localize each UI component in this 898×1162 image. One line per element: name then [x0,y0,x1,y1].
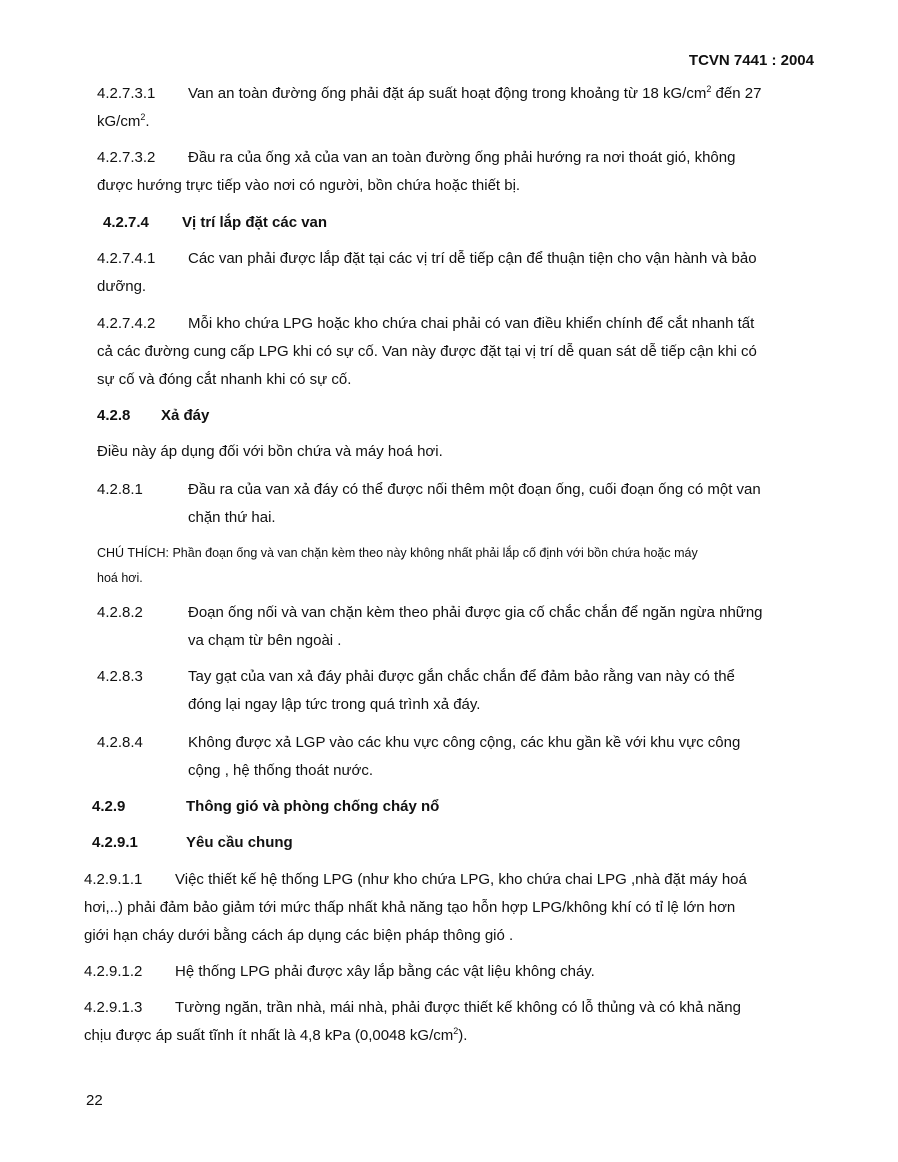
section-heading-number: 4.2.9 [92,798,126,815]
clause-text-line: Đoạn ống nối và van chặn kèm theo phải được gia cố chắc chắn để ngăn ngừa những [188,604,763,621]
clause-text-line: giới hạn cháy dưới bằng cách áp dụng các biện pháp thông gió . [84,927,514,944]
paragraph-text: Điều này áp dụng đối với bồn chứa và máy hoá hơi. [97,443,443,460]
clause-text-line: dưỡng. [97,278,147,295]
clause-text-line: Hệ thống LPG phải được xây lắp bằng các vật liệu không cháy. [175,963,595,980]
clause-text-line: Tay gạt của van xả đáy phải được gắn chắc chắn để đảm bảo rằng van này có thể [188,668,735,685]
clause-number: 4.2.7.3.1 [97,85,156,102]
section-heading-title: Thông gió và phòng chống cháy nổ [186,798,440,815]
note-text-line: CHÚ THÍCH: Phần đoạn ống và van chặn kèm theo này không nhất phải lắp cố định với bồn chứa hoặc máy [97,546,698,560]
clause-number: 4.2.8.2 [97,604,143,621]
standard-code-header: TCVN 7441 : 2004 [688,52,814,69]
note-text-line: hoá hơi. [97,571,143,585]
clause-number: 4.2.8.4 [97,734,143,751]
clause-number: 4.2.7.4.2 [97,315,156,332]
clause-text-line: Tường ngăn, trần nhà, mái nhà, phải được thiết kế không có lỗ thủng và có khả năng [175,999,741,1016]
clause-text-line: va chạm từ bên ngoài . [188,632,342,649]
clause-text-line: $kG/cm^2$. [97,112,150,130]
clause-text-line: Việc thiết kế hệ thống LPG (như kho chứa LPG, kho chứa chai LPG ,nhà đặt máy hoá [175,871,747,888]
clause-number: 4.2.9.1.2 [84,963,143,980]
clause-text-line: cộng , hệ thống thoát nước. [188,762,374,779]
section-heading-number: 4.2.9.1 [92,834,138,851]
clause-number: 4.2.8.1 [97,481,143,498]
clause-text-line: Mỗi kho chứa LPG hoặc kho chứa chai phải có van điều khiển chính để cắt nhanh tất [188,315,755,332]
clause-number: 4.2.8.3 [97,668,143,685]
clause-text-line: Các van phải được lắp đặt tại các vị trí dễ tiếp cận để thuận tiện cho vận hành và bảo [188,250,757,267]
clause-text-line: Không được xả LGP vào các khu vực công cộng, các khu gần kề với khu vực công [188,734,741,751]
clause-number: 4.2.9.1.1 [84,871,143,888]
page-number: 22 [86,1092,103,1109]
section-heading-number: 4.2.8 [97,407,131,424]
section-heading-title: Vị trí lắp đặt các van [182,214,328,231]
clause-text-line: hơi,..) phải đảm bảo giảm tới mức thấp nhất khả năng tạo hỗn hợp LPG/không khí có tỉ lệ lớn hơn [84,899,736,916]
section-heading-title: Yêu cầu chung [186,834,293,851]
clause-text-line: chịu được áp suất tĩnh ít nhất là 4,8 kPa (0,0048 $kG/cm^2$). [84,1026,468,1044]
clause-text-line: Đầu ra của ống xả của van an toàn đường ống phải hướng ra nơi thoát gió, không [188,149,736,166]
clause-number: 4.2.9.1.3 [84,999,143,1016]
section-heading-number: 4.2.7.4 [103,214,149,231]
clause-number: 4.2.7.3.2 [97,149,156,166]
clause-text-line: đóng lại ngay lập tức trong quá trình xả đáy. [188,696,481,713]
clause-text-line: Van an toàn đường ống phải đặt áp suất hoạt động trong khoảng từ 18 $kG/cm^2$ đến 27 [188,84,762,102]
clause-text-line: Đầu ra của van xả đáy có thể được nối thêm một đoạn ống, cuối đoạn ống có một van [188,481,761,498]
clause-text-line: sự cố và đóng cắt nhanh khi có sự cố. [97,371,352,388]
clause-text-line: được hướng trực tiếp vào nơi có người, bồn chứa hoặc thiết bị. [97,177,521,194]
clause-number: 4.2.7.4.1 [97,250,156,267]
clause-text-line: cả các đường cung cấp LPG khi có sự cố. Van này được đặt tại vị trí dễ quan sát dễ tiếp cận khi có [97,343,757,360]
clause-text-line: chặn thứ hai. [188,509,276,526]
section-heading-title: Xả đáy [161,407,210,424]
